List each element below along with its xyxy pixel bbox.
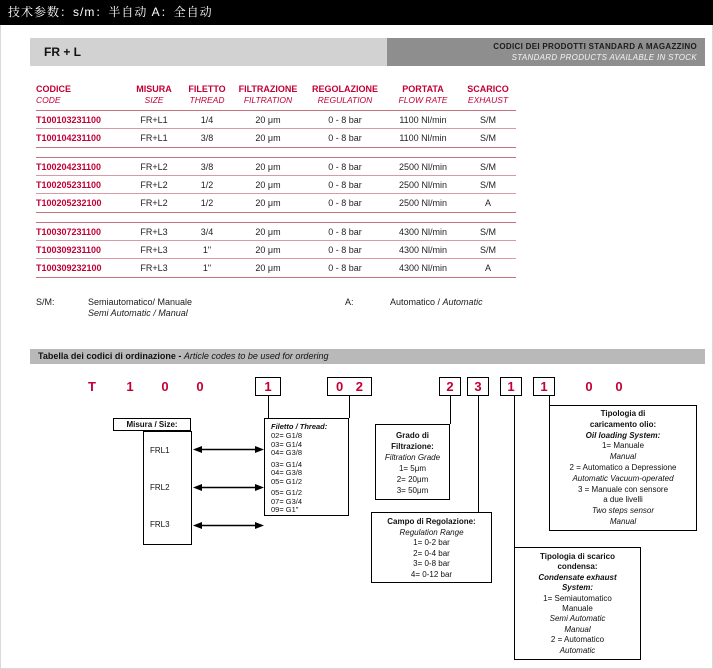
connector-line-oil — [549, 396, 550, 405]
value-cell: 1100 Nl/min — [399, 115, 447, 125]
column-header — [182, 84, 232, 105]
size-option: FRL3 — [150, 520, 170, 530]
code-char: 0 — [161, 379, 169, 394]
code-char: 0 — [585, 379, 593, 394]
column-header-it: MISURA — [136, 84, 172, 94]
column-header — [232, 84, 304, 105]
exhaust-line: System: — [561, 583, 594, 593]
value-cell: S/M — [479, 245, 496, 255]
product-code-cell: T100309232100 — [36, 263, 102, 273]
legend-sm-text — [88, 297, 192, 319]
column-header-it: SCARICO — [467, 84, 509, 94]
value-cell: 0 - 8 bar — [328, 263, 362, 273]
code-char: T — [88, 379, 96, 394]
column-header-it: FILTRAZIONE — [238, 84, 298, 94]
thread-option: 07= G3/4 — [271, 496, 303, 506]
thread-option: 03= G1/4 — [271, 459, 303, 469]
value-cell: FR+L2 — [140, 162, 168, 172]
filtration-grade-box — [375, 424, 450, 500]
product-code-cell: T100309231100 — [36, 245, 102, 255]
oil-line: Tipologia di — [600, 409, 646, 418]
oil-line: Oil loading System: — [585, 430, 661, 440]
oil-line: Two steps sensor — [591, 506, 655, 516]
oil-line: Automatic Vacuum-operated — [572, 473, 674, 483]
value-cell: 1" — [202, 263, 212, 273]
exhaust-line: 2 = Automatico — [550, 635, 605, 645]
value-cell: 2500 Nl/min — [398, 180, 448, 190]
product-series-title: FR + L — [44, 45, 82, 59]
table-group — [36, 222, 516, 278]
exhaust-line: Tipologia di scarico — [540, 552, 615, 561]
table-row — [36, 158, 516, 176]
stock-banner-it: CODICI DEI PRODOTTI STANDARD A MAGAZZINO — [493, 42, 697, 51]
oil-line: Manual — [609, 516, 637, 526]
legend-a-label: A: — [345, 297, 354, 307]
value-cell: FR+L2 — [140, 180, 168, 190]
connector-line-filtration — [450, 396, 451, 424]
oil-line: 1= Manuale — [601, 441, 645, 451]
value-cell: S/M — [479, 227, 496, 237]
column-header-it: FILETTO — [188, 84, 226, 94]
legend-a-it: Automatico / — [390, 297, 441, 307]
exhaust-line: Manual — [564, 624, 591, 634]
filtration-line: 3= 50μm — [396, 486, 429, 495]
table-row — [36, 176, 516, 194]
value-cell: 1/4 — [200, 115, 214, 125]
value-cell: 0 - 8 bar — [328, 180, 362, 190]
value-cell: 20 μm — [255, 263, 281, 273]
value-cell: 3/8 — [200, 162, 214, 172]
table-body — [36, 111, 516, 278]
exhaust-line: Semi Automatic — [549, 614, 606, 624]
code-char: 0 — [196, 379, 204, 394]
filtration-line: Grado di — [396, 431, 429, 440]
value-cell: 20 μm — [255, 245, 281, 255]
product-code-cell: T100104231100 — [36, 133, 102, 143]
product-code-cell: T100205232100 — [36, 198, 102, 208]
value-cell: 1" — [202, 245, 212, 255]
column-header — [36, 84, 126, 105]
legend-sm-label: S/M: — [36, 297, 55, 307]
table-row — [36, 241, 516, 259]
value-cell: 1/2 — [200, 180, 214, 190]
table-header-row — [36, 84, 516, 111]
column-header — [386, 84, 460, 105]
regulation-range-box — [371, 512, 492, 583]
value-cell: 20 μm — [255, 198, 281, 208]
size-option: FRL2 — [150, 482, 170, 492]
ordering-title-en: Article codes to be used for ordering — [183, 351, 329, 361]
product-code-cell: T100307231100 — [36, 227, 102, 237]
stock-banner — [387, 38, 705, 66]
exhaust-line: condensa: — [557, 562, 598, 572]
value-cell: 0 - 8 bar — [328, 162, 362, 172]
value-cell: S/M — [479, 133, 496, 143]
code-digit-box-thread: 0 2 — [327, 377, 372, 396]
regulation-line: 4= 0-12 bar — [410, 569, 453, 579]
exhaust-line: Condensate exhaust — [538, 572, 617, 582]
ordering-section-bar — [30, 349, 705, 364]
legend-sm — [36, 297, 192, 319]
value-cell: 1/2 — [200, 198, 214, 208]
thread-options-box — [264, 418, 349, 516]
product-code-cell: T100103231100 — [36, 115, 102, 125]
value-cell: S/M — [479, 180, 496, 190]
value-cell: 4300 Nl/min — [398, 245, 448, 255]
column-header — [126, 84, 182, 105]
regulation-line: 3= 0-8 bar — [413, 559, 450, 568]
regulation-line: Campo di Regolazione: — [387, 517, 476, 526]
size-thread-arrow — [193, 483, 264, 492]
column-header-it: REGOLAZIONE — [311, 84, 378, 94]
exhaust-line: Manuale — [562, 604, 593, 614]
top-info-text: 技术参数：s/m：半自动 A：全自动 — [8, 5, 213, 19]
table-group — [36, 157, 516, 213]
legend — [36, 297, 681, 323]
table-row — [36, 259, 516, 277]
column-header-en: FLOW RATE — [398, 95, 448, 105]
thread-option: 05= G1/2 — [271, 476, 303, 486]
thread-option: 02= G1/8 — [271, 431, 303, 440]
value-cell: 20 μm — [255, 227, 281, 237]
column-header-en: THREAD — [189, 95, 225, 105]
code-digit-box-regulation: 3 — [467, 377, 489, 396]
size-thread-arrow — [193, 521, 264, 530]
thread-option: 09= G1" — [271, 505, 299, 514]
column-header — [304, 84, 386, 105]
exhaust-line: Automatic — [559, 645, 596, 655]
filtration-line: 2= 20μm — [396, 475, 429, 484]
value-cell: 20 μm — [255, 133, 281, 143]
regulation-line: 2= 0-4 bar — [413, 548, 450, 558]
regulation-line: 1= 0-2 bar — [413, 538, 450, 547]
column-header-en: EXHAUST — [467, 95, 509, 105]
thread-group-frl2 — [271, 461, 348, 487]
filtration-line: Filtrazione: — [391, 442, 434, 451]
thread-option: 03= G1/4 — [271, 439, 303, 449]
legend-a-text — [390, 297, 483, 308]
value-cell: FR+L3 — [140, 263, 168, 273]
value-cell: 4300 Nl/min — [398, 227, 448, 237]
column-header-en: REGULATION — [317, 95, 373, 105]
table-row — [36, 194, 516, 212]
exhaust-line: 1= Semiautomatico — [543, 593, 612, 603]
value-cell: 20 μm — [255, 180, 281, 190]
column-header-en: CODE — [36, 95, 61, 105]
ordering-title-it: Tabella dei codici di ordinazione - — [38, 351, 182, 361]
thread-group-frl1 — [271, 432, 348, 458]
thread-title: Filetto / Thread: — [271, 422, 328, 431]
code-char: 0 — [615, 379, 623, 394]
connector-line-regulation — [478, 396, 479, 512]
stock-banner-en: STANDARD PRODUCTS AVAILABLE IN STOCK — [511, 53, 697, 62]
value-cell: 0 - 8 bar — [328, 245, 362, 255]
column-header-en: SIZE — [144, 95, 164, 105]
value-cell: FR+L3 — [140, 227, 168, 237]
value-cell: 2500 Nl/min — [398, 162, 448, 172]
value-cell: 3/8 — [200, 133, 214, 143]
value-cell: 3/4 — [200, 227, 214, 237]
value-cell: 0 - 8 bar — [328, 115, 362, 125]
connector-line-thread — [349, 396, 350, 418]
column-header-en: FILTRATION — [243, 95, 293, 105]
thread-group-frl3 — [271, 489, 348, 515]
value-cell: 2500 Nl/min — [398, 198, 448, 208]
code-digit-box-exhaust: 1 — [500, 377, 522, 396]
condensate-exhaust-box — [514, 547, 641, 660]
filtration-line: 1= 5μm — [398, 464, 427, 473]
size-label-box — [113, 418, 191, 431]
table-row — [36, 129, 516, 147]
code-digit-box-size: 1 — [255, 377, 281, 396]
value-cell: FR+L2 — [140, 198, 168, 208]
column-header-it: CODICE — [36, 84, 72, 94]
legend-a-en: Automatic — [442, 297, 483, 307]
size-thread-arrow — [193, 445, 264, 454]
filtration-line: Filtration Grade — [384, 453, 441, 462]
oil-loading-box — [549, 405, 697, 531]
product-code-cell: T100205231100 — [36, 180, 102, 190]
size-label: Misura / Size: — [126, 420, 178, 429]
legend-sm-it: Semiautomatico/ Manuale — [88, 297, 193, 307]
value-cell: A — [484, 263, 491, 273]
oil-line: 2 = Automatico a Depressione — [569, 462, 677, 472]
oil-line: Manual — [609, 452, 637, 462]
value-cell: 1100 Nl/min — [399, 133, 447, 143]
products-table — [36, 84, 516, 278]
thread-option: 05= G1/2 — [271, 488, 303, 497]
table-row — [36, 111, 516, 129]
product-code-cell: T100204231100 — [36, 162, 102, 172]
top-info-bar — [0, 0, 713, 25]
code-digit-box-oil: 1 — [533, 377, 555, 396]
connector-line-size — [268, 396, 269, 418]
table-group — [36, 111, 516, 148]
connector-line-exhaust — [514, 396, 515, 547]
thread-option: 04= G3/8 — [271, 448, 303, 457]
value-cell: 20 μm — [255, 162, 281, 172]
table-row — [36, 223, 516, 241]
oil-line: 3 = Manuale con sensore — [577, 484, 669, 494]
value-cell: A — [484, 198, 491, 208]
legend-a — [345, 297, 483, 308]
code-char: 1 — [126, 379, 134, 394]
size-options-box — [143, 431, 192, 545]
oil-line: caricamento olio: — [589, 419, 657, 429]
size-option: FRL1 — [150, 445, 170, 455]
column-header — [460, 84, 516, 105]
value-cell: 0 - 8 bar — [328, 198, 362, 208]
value-cell: 4300 Nl/min — [398, 263, 448, 273]
section-header — [30, 38, 705, 66]
value-cell: FR+L1 — [140, 115, 168, 125]
value-cell: FR+L1 — [140, 133, 168, 143]
value-cell: S/M — [479, 162, 496, 172]
value-cell: 0 - 8 bar — [328, 133, 362, 143]
thread-option: 04= G3/8 — [271, 468, 303, 477]
code-digit-box-filtration: 2 — [439, 377, 461, 396]
value-cell: 0 - 8 bar — [328, 227, 362, 237]
legend-sm-en: Semi Automatic / Manual — [88, 308, 188, 318]
value-cell: 20 μm — [255, 115, 281, 125]
oil-line: a due livelli — [603, 495, 643, 505]
value-cell: FR+L3 — [140, 245, 168, 255]
column-header-it: PORTATA — [402, 84, 444, 94]
regulation-line: Regulation Range — [399, 527, 464, 537]
value-cell: S/M — [479, 115, 496, 125]
